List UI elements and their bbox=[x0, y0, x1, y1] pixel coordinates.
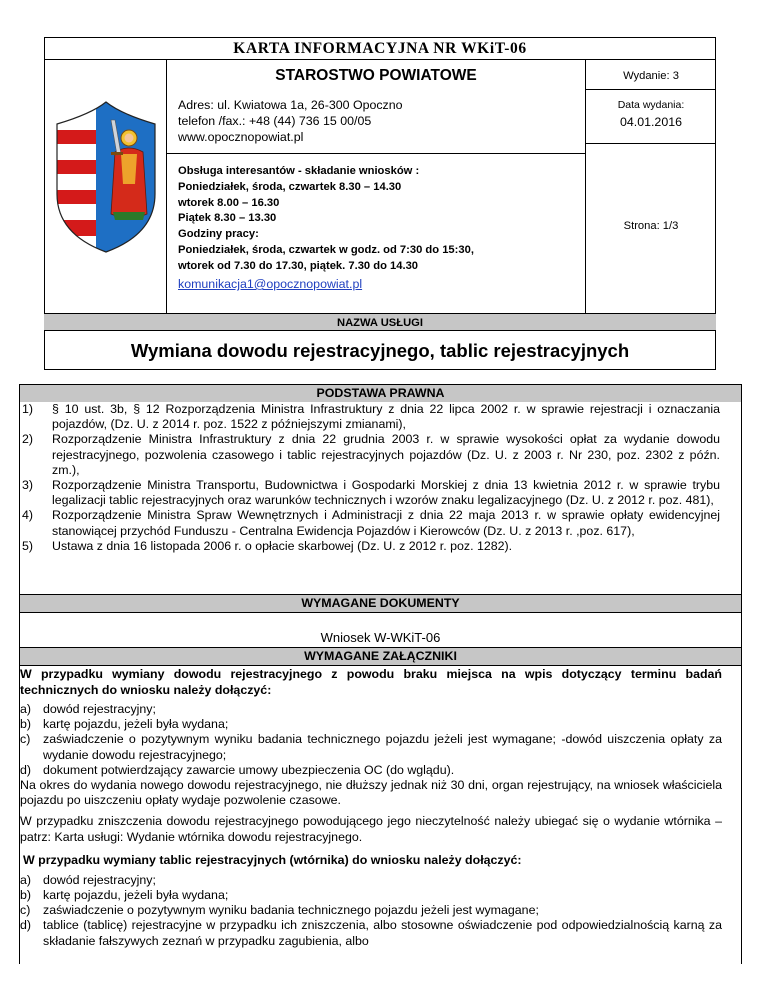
list-item: b) kartę pojazdu, jeżeli była wydana; bbox=[20, 888, 229, 903]
office-hours bbox=[178, 164, 474, 275]
hours-line: wtorek 8.00 – 16.30 bbox=[178, 196, 280, 209]
hours-line: Poniedziałek, środa, czwartek 8.30 – 14.30 bbox=[178, 180, 402, 193]
divider bbox=[586, 143, 716, 144]
damaged-document-note: W przypadku zniszczenia dowodu rejestracyjnego powodującego jego nieczytelność należy ubiegać się o wydanie wtórnika – patrz: Karta usługi: Wydanie wtórnika dowodu rejestracyjnego. bbox=[20, 814, 722, 844]
plates-intro: W przypadku wymiany tablic rejestracyjnych (wtórnika) do wniosku należy dołączyć: bbox=[23, 852, 522, 867]
page-number: Strona: 1/3 bbox=[623, 220, 679, 232]
legal-list bbox=[0, 402, 720, 554]
hours-line: Poniedziałek, środa, czwartek w godz. od 7:30 do 15:30, bbox=[178, 243, 474, 256]
attachments-heading: WYMAGANE ZAŁĄCZNIKI bbox=[20, 647, 741, 666]
documents-heading: WYMAGANE DOKUMENTY bbox=[20, 594, 741, 613]
list-item: a) dowód rejestracyjny; bbox=[20, 702, 156, 716]
list-item: c) zaświadczenie o pozytywnym wyniku badania technicznego pojazdu jeżeli jest wymagane; -dowód uiszczenia opłaty za wydanie dowodu rejestracyjnego; bbox=[20, 732, 722, 762]
website-link[interactable]: www.opocznopowiat.pl bbox=[178, 130, 304, 144]
hours-line: Piątek 8.30 – 13.30 bbox=[178, 212, 277, 225]
edition-label: Wydanie: 3 bbox=[623, 70, 679, 82]
hours-line: Godziny pracy: bbox=[178, 228, 259, 241]
list-item: b) kartę pojazdu, jeżeli była wydana; bbox=[20, 717, 229, 732]
date-value: 04.01.2016 bbox=[619, 115, 682, 129]
email-link[interactable]: komunikacja1@opocznopowiat.pl bbox=[178, 277, 363, 291]
attachments-content bbox=[20, 666, 722, 949]
office-name: STAROSTWO POWIATOWE bbox=[275, 67, 477, 84]
legal-item: 1) § 10 ust. 3b, § 12 Rozporządzenia Ministra Infrastruktury z dnia 22 lipca 2002 r. w sprawie rejestracji i oznaczania pojazdów, (Dz. U. z 2014 r. poz. 1522 z późniejszymi zmianami), bbox=[22, 402, 720, 432]
attachments-list bbox=[20, 702, 722, 778]
coat-of-arms-logo bbox=[51, 94, 161, 256]
list-item: c) zaświadczenie o pozytywnym wyniku badania technicznego pojazdu jeżeli jest wymagane; bbox=[20, 903, 539, 918]
divider bbox=[44, 59, 716, 60]
list-item: a) dowód rejestracyjny; bbox=[20, 872, 156, 887]
phone-text: telefon /fax.: +48 (44) 736 15 00/05 bbox=[178, 114, 372, 128]
service-name: Wymiana dowodu rejestracyjnego, tablic rejestracyjnych bbox=[130, 340, 630, 361]
temporary-permit-note: Na okres do wydania nowego dowodu rejestracyjnego, nie dłuższy jednak niż 30 dni, organ rejestrujący, na wniosek właściciela pojazdu po uiszczeniu opłaty wydaje pozwolenie czasowe. bbox=[20, 778, 722, 808]
legal-item: 3) Rozporządzenie Ministra Transportu, Budownictwa i Gospodarki Morskiej z dnia 13 kwietnia 2012 r. w sprawie trybu legalizacji tablic rejestracyjnych oraz warunków technicznych i wzorów znaku legalizacyjnego (Dz. U. z 2012 r. poz. 481), bbox=[22, 478, 720, 508]
attachments-intro: W przypadku wymiany dowodu rejestracyjnego z powodu braku miejsca na wpis dotyczący terminu badań technicznych do wniosku należy dołączyć: bbox=[20, 667, 722, 697]
card-title: KARTA INFORMACYJNA NR WKiT-06 bbox=[233, 40, 527, 57]
address-text: Adres: ul. Kwiatowa 1a, 26-300 Opoczno bbox=[178, 98, 403, 112]
legal-item: 4) Rozporządzenie Ministra Spraw Wewnętrznych i Administracji z dnia 22 maja 2013 r. w sprawie opłaty ewidencyjnej stanowiącej przychód Funduszu - Centralna Ewidencja Pojazdów i Kierowców (Dz. U. z 2013 r. ,poz. 617), bbox=[22, 508, 720, 538]
service-label: NAZWA USŁUGI bbox=[44, 313, 716, 331]
divider bbox=[586, 89, 716, 90]
legal-item: 2) Rozporządzenie Ministra Infrastruktury z dnia 22 grudnia 2003 r. w sprawie wysokości opłat za wydanie dowodu rejestracyjnego, pozwolenia czasowego i tablic rejestracyjnych pojazdów (Dz. U. z 2003 r. Nr 230, poz. 2302 z późn. zm.), bbox=[22, 432, 720, 477]
required-form: Wniosek W-WKiT-06 bbox=[320, 630, 441, 645]
legal-heading: PODSTAWA PRAWNA bbox=[20, 385, 741, 402]
hours-line: Obsługa interesantów - składanie wniosków : bbox=[178, 165, 420, 177]
divider bbox=[167, 153, 585, 154]
list-item: d) tablice (tablicę) rejestracyjne w przypadku ich zniszczenia, albo stosowne oświadczenie pod odpowiedzialnością karną za składanie fałszywych zeznań w przypadku zagubienia, albo bbox=[20, 918, 722, 948]
divider bbox=[166, 59, 167, 313]
legal-item: 5) Ustawa z dnia 16 listopada 2006 r. o opłacie skarbowej (Dz. U. z 2012 r. poz. 1282). bbox=[22, 538, 513, 553]
list-item: d) dokument potwierdzający zawarcie umowy ubezpieczenia OC (do wglądu). bbox=[20, 762, 455, 777]
plates-list bbox=[20, 873, 722, 949]
date-label: Data wydania: bbox=[617, 99, 685, 111]
hours-line: wtorek od 7.30 do 17.30, piątek. 7.30 do 14.30 bbox=[178, 259, 419, 272]
